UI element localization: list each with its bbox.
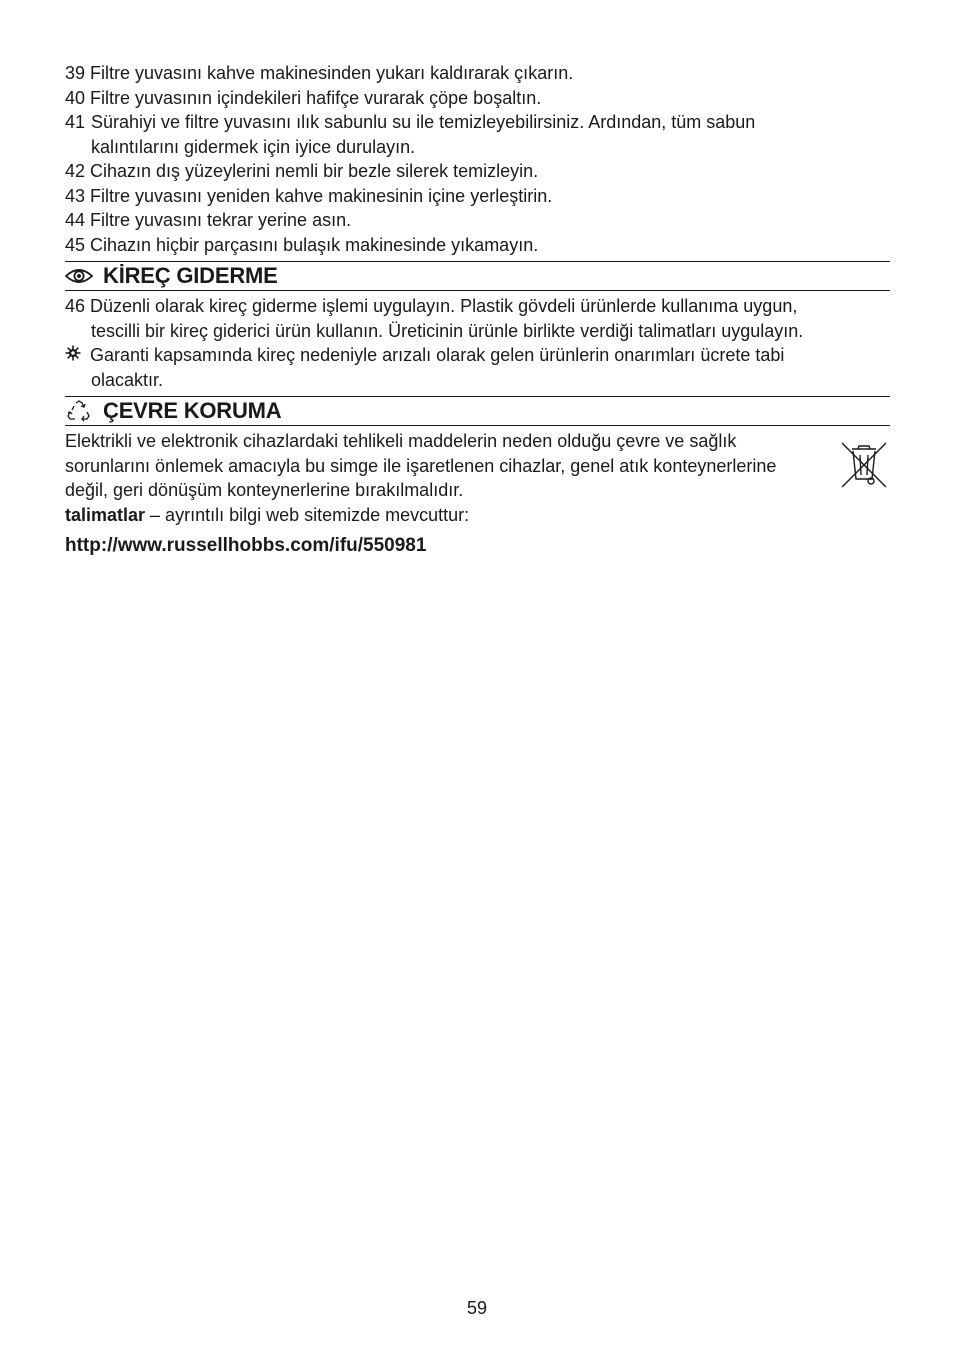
- step-item: [65, 159, 890, 184]
- step-text: Cihazın hiçbir parçasını bulaşık makinesinde yıkamayın.: [90, 234, 539, 255]
- step-item: [65, 110, 890, 135]
- step-text: Sürahiyi ve filtre yuvasını ılık sabunlu su ile temizleyebilirsiniz. Ardından, tüm sabun: [91, 112, 756, 132]
- step-item: [65, 208, 890, 233]
- step-text: Filtre yuvasını yeniden kahve makinesinin içine yerleştirin.: [90, 185, 553, 206]
- environment-text: [65, 429, 776, 527]
- step-item: [65, 184, 890, 209]
- page-content: [65, 61, 890, 559]
- step-number: 44: [65, 210, 86, 230]
- step-item: [65, 294, 890, 319]
- paragraph-line: değil, geri dönüşüm konteynerlerine bırakılmalıdır.: [65, 480, 464, 500]
- step-text: Düzenli olarak kireç giderme işlemi uygulayın. Plastik gövdeli ürünlerde kullanıma uygun,: [90, 296, 798, 316]
- step-text: Filtre yuvasının içindekileri hafifçe vurarak çöpe boşaltın.: [90, 87, 542, 108]
- note-item: [65, 343, 890, 368]
- step-number: 43: [65, 185, 86, 206]
- crossed-bin-icon: [838, 439, 890, 491]
- step-number: 42: [65, 161, 86, 181]
- sun-icon: [65, 343, 90, 368]
- step-item: [65, 233, 890, 258]
- note-text: Garanti kapsamında kireç nedeniyle arızalı olarak gelen ürünlerin onarımları ücrete tabi: [90, 345, 785, 365]
- paragraph-line: Elektrikli ve elektronik cihazlardaki tehlikeli maddelerin neden olduğu çevre ve sağlık: [65, 431, 737, 451]
- step-number: 39: [65, 63, 86, 83]
- step-text: Filtre yuvasını tekrar yerine asın.: [90, 210, 352, 230]
- step-text: Filtre yuvasını kahve makinesinden yukarı kaldırarak çıkarın.: [90, 63, 574, 83]
- instructions-label: talimatlar: [65, 504, 146, 525]
- step-number: 40: [65, 87, 86, 108]
- note-continuation: olacaktır.: [91, 369, 164, 390]
- section-title: KİREÇ GIDERME: [103, 263, 278, 288]
- section-title: ÇEVRE KORUMA: [103, 398, 282, 423]
- step-number: 41: [65, 112, 86, 132]
- page-number: 59: [466, 1298, 488, 1318]
- step-continuation: kalıntılarını gidermek için iyice durulayın.: [91, 136, 416, 157]
- steps-top: [65, 61, 890, 257]
- step-number: 46: [65, 296, 86, 316]
- step-item: [65, 61, 890, 86]
- instructions-url[interactable]: http://www.russellhobbs.com/ifu/550981: [65, 535, 427, 556]
- step-continuation: tescilli bir kireç giderici ürün kullanın. Üreticinin ürünle birlikte verdiği talimatları uygulayın.: [91, 320, 804, 341]
- step-text: Cihazın dış yüzeylerini nemli bir bezle silerek temizleyin.: [90, 161, 539, 181]
- instructions-text: – ayrıntılı bilgi web sitemizde mevcuttur:: [145, 504, 470, 525]
- step-number: 45: [65, 234, 86, 255]
- paragraph-line: sorunlarını önlemek amacıyla bu simge ile işaretlenen cihazlar, genel atık konteynerlerine: [65, 455, 777, 476]
- descaling-heading: [65, 261, 890, 291]
- instructions-line: [65, 503, 776, 528]
- recycle-icon: [65, 400, 93, 422]
- step-item: [65, 86, 890, 111]
- eye-icon: [65, 265, 93, 287]
- environment-heading: [65, 396, 890, 426]
- environment-body: [65, 429, 890, 527]
